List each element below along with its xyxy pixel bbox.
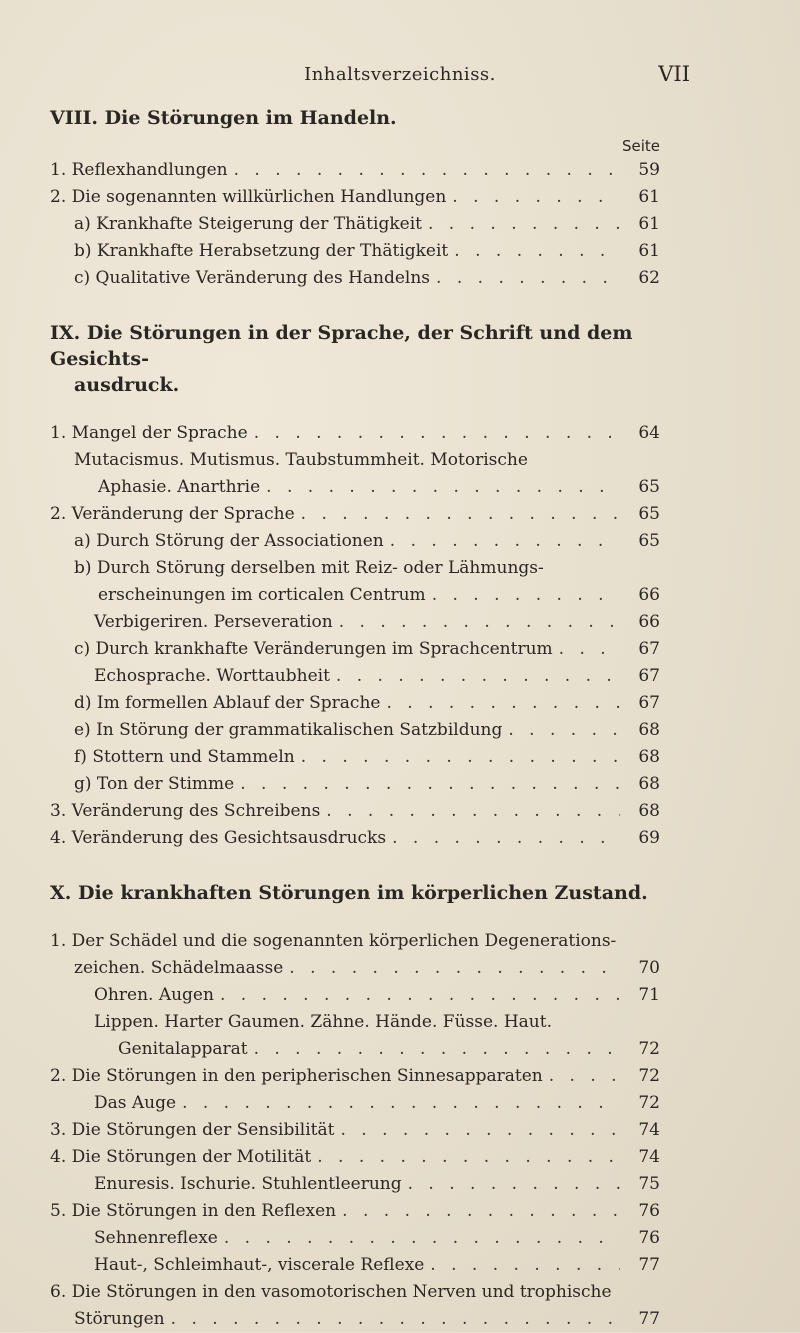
toc-entry-text: 4. Veränderung des Gesichtsausdrucks — [50, 828, 387, 848]
dot-leader — [326, 798, 620, 825]
section-title: VIII. Die Störungen im Handeln. — [50, 107, 397, 129]
entries — [50, 928, 660, 1333]
dot-leader — [301, 744, 620, 771]
spacer — [50, 852, 660, 880]
toc-entry — [50, 157, 660, 184]
toc-entry — [50, 928, 660, 982]
dot-leader — [390, 528, 620, 555]
toc-entry-text: Sehnenreflexe — [94, 1228, 218, 1248]
toc-entry-text: 1. Mangel der Sprache — [50, 423, 248, 443]
toc-entry-text: 6. Die Störungen in den vasomotorischen Nerven und trophische — [50, 1282, 612, 1302]
toc-entry — [50, 501, 660, 528]
toc-entry-text: d) Im formellen Ablauf der Sprache — [74, 693, 381, 713]
toc-entry-text: 3. Die Störungen der Sensibilität — [50, 1120, 335, 1140]
dot-leader — [392, 825, 620, 852]
toc-entry — [50, 238, 660, 265]
toc-page-number: 69 — [638, 828, 660, 848]
toc-entry — [50, 1171, 660, 1198]
toc-entry-text: b) Durch Störung derselben mit Reiz- oder Lähmungs- — [74, 558, 544, 578]
toc-page-number: 68 — [638, 747, 660, 767]
spacer — [50, 906, 660, 928]
toc-entry-text: 1. Reflexhandlungen — [50, 160, 228, 180]
dot-leader — [454, 238, 620, 265]
toc-entry-text: e) In Störung der grammatikalischen Satzbildung — [74, 720, 503, 740]
toc-page-number: 72 — [638, 1039, 660, 1059]
toc-page-number: 59 — [638, 160, 660, 180]
toc-entry-text: 2. Veränderung der Sprache — [50, 504, 295, 524]
toc-entry-text: Verbigeriren. Perseveration — [94, 612, 333, 632]
dot-leader — [254, 1036, 620, 1063]
toc-page-number: 64 — [638, 423, 660, 443]
toc-page-number: 62 — [638, 268, 660, 288]
toc-entry — [50, 690, 660, 717]
entries — [50, 157, 660, 292]
toc-entry — [50, 1063, 660, 1090]
dot-leader — [408, 1171, 620, 1198]
toc-page-number: 67 — [638, 666, 660, 686]
toc-page-number: 67 — [638, 693, 660, 713]
toc-entry — [50, 211, 660, 238]
dot-leader — [336, 663, 620, 690]
toc-page-number: 66 — [638, 612, 660, 632]
dot-leader — [452, 184, 620, 211]
toc-entry-text: Ohren. Augen — [94, 985, 214, 1005]
toc-page-number: 68 — [638, 774, 660, 794]
dot-leader — [254, 420, 620, 447]
toc-entry-text: Das Auge — [94, 1093, 177, 1113]
entries — [50, 420, 660, 852]
toc-page-number: 76 — [638, 1201, 660, 1221]
toc-entry — [50, 1198, 660, 1225]
toc-entry — [50, 825, 660, 852]
toc-entry — [50, 555, 660, 609]
toc-entry-text: a) Durch Störung der Associationen — [74, 531, 384, 551]
toc-entry-text: Aphasie. Anarthrie — [98, 477, 261, 497]
toc-page-number: 72 — [638, 1066, 660, 1086]
toc-entry-text: Genitalapparat — [118, 1039, 248, 1059]
toc-page-number: 65 — [638, 477, 660, 497]
dot-leader — [430, 1252, 620, 1279]
dot-leader — [240, 771, 620, 798]
seite-label: Seite — [621, 137, 660, 155]
dot-leader — [342, 1198, 620, 1225]
toc-entry — [50, 744, 660, 771]
toc-entry-text: 5. Die Störungen in den Reflexen — [50, 1201, 337, 1221]
dot-leader — [234, 157, 620, 184]
dot-leader — [220, 982, 620, 1009]
section-title: X. Die krankhaften Störungen im körperlichen Zustand. — [50, 882, 648, 904]
dot-leader — [182, 1090, 620, 1117]
toc-page-number: 65 — [638, 504, 660, 524]
toc-page-number: 77 — [638, 1309, 660, 1329]
toc-page-number: 74 — [638, 1120, 660, 1140]
toc-entry-text: b) Krankhafte Herabsetzung der Thätigkeit — [74, 241, 449, 261]
toc-entry — [50, 184, 660, 211]
toc-entry — [50, 1225, 660, 1252]
spacer — [50, 292, 660, 320]
toc-entry — [50, 1090, 660, 1117]
toc-entry — [50, 447, 660, 501]
toc-entry — [50, 663, 660, 690]
running-title: Inhaltsverzeichniss. — [304, 64, 496, 85]
toc-entry-text: g) Ton der Stimme — [74, 774, 235, 794]
toc-page-number: 75 — [638, 1174, 660, 1194]
toc-page-number: 66 — [638, 585, 660, 605]
dot-leader — [339, 609, 620, 636]
toc-entry-text: 2. Die sogenannten willkürlichen Handlungen — [50, 187, 447, 207]
toc-entry-text: c) Durch krankhafte Veränderungen im Sprachcentrum — [74, 639, 553, 659]
section-title-line: IX. Die Störungen in der Sprache, der Schrift und dem Gesichts- — [50, 322, 633, 370]
toc-entry-text: 3. Veränderung des Schreibens — [50, 801, 321, 821]
toc-entry-text: Mutacismus. Mutismus. Taubstummheit. Motorische — [74, 450, 528, 470]
dot-leader — [340, 1117, 620, 1144]
toc-entry-text: Enuresis. Ischurie. Stuhlentleerung — [94, 1174, 402, 1194]
dot-leader — [171, 1306, 620, 1333]
page-number: VII — [658, 62, 690, 86]
dot-leader — [266, 474, 620, 501]
toc-entry — [50, 528, 660, 555]
toc-page-number: 65 — [638, 531, 660, 551]
dot-leader — [432, 582, 620, 609]
toc-entry-text: 1. Der Schädel und die sogenannten körperlichen Degenerations- — [50, 931, 617, 951]
toc-entry — [50, 798, 660, 825]
toc-entry — [50, 1117, 660, 1144]
dot-leader — [549, 1063, 620, 1090]
toc-page-number: 61 — [638, 187, 660, 207]
toc-entry-text: Haut-, Schleimhaut-, viscerale Reflexe — [94, 1255, 425, 1275]
toc-entry-text: Lippen. Harter Gaumen. Zähne. Hände. Füsse. Haut. — [94, 1012, 552, 1032]
toc-entry-text: Echosprache. Worttaubheit — [94, 666, 330, 686]
toc-entry-text: zeichen. Schädelmaasse — [74, 958, 284, 978]
toc-entry — [50, 636, 660, 663]
toc-page-number: 72 — [638, 1093, 660, 1113]
dot-leader — [224, 1225, 620, 1252]
dot-leader — [559, 636, 620, 663]
toc-page-number: 61 — [638, 241, 660, 261]
toc-page-number: 77 — [638, 1255, 660, 1275]
toc-entry-text: f) Stottern und Stammeln — [74, 747, 295, 767]
toc-page-number: 68 — [638, 720, 660, 740]
toc-page-number: 67 — [638, 639, 660, 659]
dot-leader — [386, 690, 620, 717]
toc-entry-text: 4. Die Störungen der Motilität — [50, 1147, 312, 1167]
toc-entry — [50, 1279, 660, 1333]
toc-page-number: 76 — [638, 1228, 660, 1248]
toc-entry — [50, 1252, 660, 1279]
toc-entry — [50, 609, 660, 636]
toc-entry — [50, 982, 660, 1009]
toc-page-number: 68 — [638, 801, 660, 821]
table-of-contents — [50, 105, 660, 1333]
spacer — [50, 398, 660, 420]
section-viii — [50, 105, 660, 292]
toc-entry — [50, 1144, 660, 1171]
section-title-line: ausdruck. — [74, 374, 180, 396]
toc-page-number: 74 — [638, 1147, 660, 1167]
dot-leader — [301, 501, 620, 528]
toc-entry-text: a) Krankhafte Steigerung der Thätigkeit — [74, 214, 422, 234]
toc-entry — [50, 771, 660, 798]
toc-entry-text: erscheinungen im corticalen Centrum — [98, 585, 426, 605]
toc-entry — [50, 420, 660, 447]
toc-entry-text: c) Qualitative Veränderung des Handelns — [74, 268, 431, 288]
section-x — [50, 880, 660, 1333]
dot-leader — [508, 717, 620, 744]
toc-page-number: 70 — [638, 958, 660, 978]
dot-leader — [317, 1144, 620, 1171]
section-title — [50, 320, 660, 398]
section-ix — [50, 320, 660, 852]
toc-entry — [50, 265, 660, 292]
toc-entry-text: 2. Die Störungen in den peripherischen Sinnesapparaten — [50, 1066, 543, 1086]
dot-leader — [436, 265, 620, 292]
toc-entry — [50, 717, 660, 744]
toc-entry — [50, 1009, 660, 1063]
dot-leader — [289, 955, 620, 982]
dot-leader — [428, 211, 620, 238]
toc-entry-text: Störungen — [74, 1309, 165, 1329]
toc-page-number: 71 — [638, 985, 660, 1005]
toc-page-number: 61 — [638, 214, 660, 234]
